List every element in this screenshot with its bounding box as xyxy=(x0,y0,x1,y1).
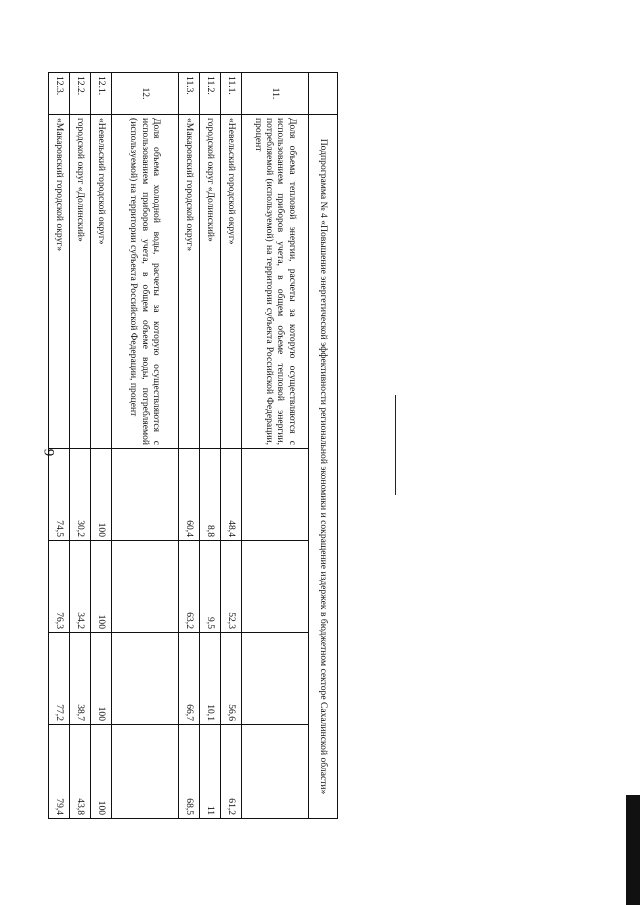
table-row xyxy=(200,73,221,819)
scan-edge-mark xyxy=(626,795,640,905)
value-cell: 9,5 xyxy=(200,541,221,633)
indicator-value-cell xyxy=(242,725,309,819)
value-cell: 30,2 xyxy=(70,449,91,541)
value-cell: 48,4 xyxy=(221,449,242,541)
municipality-name: «Невельский городской округ» xyxy=(221,115,242,449)
rotated-table-area xyxy=(53,72,338,818)
table-row xyxy=(91,73,112,819)
value-cell: 100 xyxy=(91,541,112,633)
indicator-value-cell xyxy=(112,541,179,633)
table-row xyxy=(49,73,70,819)
municipality-name: «Макаровский городской округ» xyxy=(179,115,200,449)
row-number: 12.1. xyxy=(91,73,112,115)
indicator-value-cell xyxy=(112,725,179,819)
row-number: 11.1. xyxy=(221,73,242,115)
value-cell: 52,3 xyxy=(221,541,242,633)
separator-line xyxy=(395,395,396,495)
value-cell: 79,4 xyxy=(49,725,70,819)
page-number: 9 xyxy=(40,448,57,457)
indicator-value-cell xyxy=(112,633,179,725)
value-cell: 63,2 xyxy=(179,541,200,633)
row-number: 12.3. xyxy=(49,73,70,115)
value-cell: 34,2 xyxy=(70,541,91,633)
header-empty-cell xyxy=(309,73,338,115)
subprogram-header-row xyxy=(309,73,338,819)
municipality-name: «Макаровский городской округ» xyxy=(49,115,70,449)
indicator-value-cell xyxy=(242,633,309,725)
value-cell: 10,1 xyxy=(200,633,221,725)
value-cell: 76,3 xyxy=(49,541,70,633)
indicator-description: Доля объема холодной воды, расчеты за которую осуществляются с использованием приборов учета, в общем объеме воды, потребляемой (используемой) на территории субъекта Российской Федерации, процент xyxy=(112,115,179,449)
indicator-number: 11. xyxy=(242,73,309,115)
value-cell: 77,2 xyxy=(49,633,70,725)
value-cell: 56,6 xyxy=(221,633,242,725)
row-number: 11.2. xyxy=(200,73,221,115)
municipality-name: городской округ «Долинский» xyxy=(70,115,91,449)
value-cell: 60,4 xyxy=(179,449,200,541)
value-cell: 100 xyxy=(91,725,112,819)
value-cell: 11 xyxy=(200,725,221,819)
indicator-row xyxy=(242,73,309,819)
value-cell: 8,8 xyxy=(200,449,221,541)
table-row xyxy=(179,73,200,819)
municipality-name: городской округ «Долинский» xyxy=(200,115,221,449)
value-cell: 66,7 xyxy=(179,633,200,725)
municipality-name: «Невельский городской округ» xyxy=(91,115,112,449)
indicator-description: Доля объема тепловой энергии, расчеты за которую осуществляются с использованием приборов учета, в общем объеме тепловой энергии, потребляемой (используемой) на территории субъекта Российской Федерации, процент xyxy=(242,115,309,449)
value-cell: 100 xyxy=(91,633,112,725)
table-row xyxy=(221,73,242,819)
indicator-value-cell xyxy=(112,449,179,541)
indicator-table xyxy=(48,72,338,819)
value-cell: 74,5 xyxy=(49,449,70,541)
value-cell: 100 xyxy=(91,449,112,541)
indicator-value-cell xyxy=(242,541,309,633)
value-cell: 68,5 xyxy=(179,725,200,819)
indicator-row xyxy=(112,73,179,819)
value-cell: 38,7 xyxy=(70,633,91,725)
table-row xyxy=(70,73,91,819)
value-cell: 61,2 xyxy=(221,725,242,819)
indicator-value-cell xyxy=(242,449,309,541)
row-number: 11.3. xyxy=(179,73,200,115)
indicator-number: 12. xyxy=(112,73,179,115)
value-cell: 43,8 xyxy=(70,725,91,819)
row-number: 12.2. xyxy=(70,73,91,115)
subprogram-title: Подпрограмма № 4 «Повышение энергетической эффективности региональной экономики и сокращение издержек в бюджетном секторе Сахалинской области» xyxy=(309,115,338,819)
